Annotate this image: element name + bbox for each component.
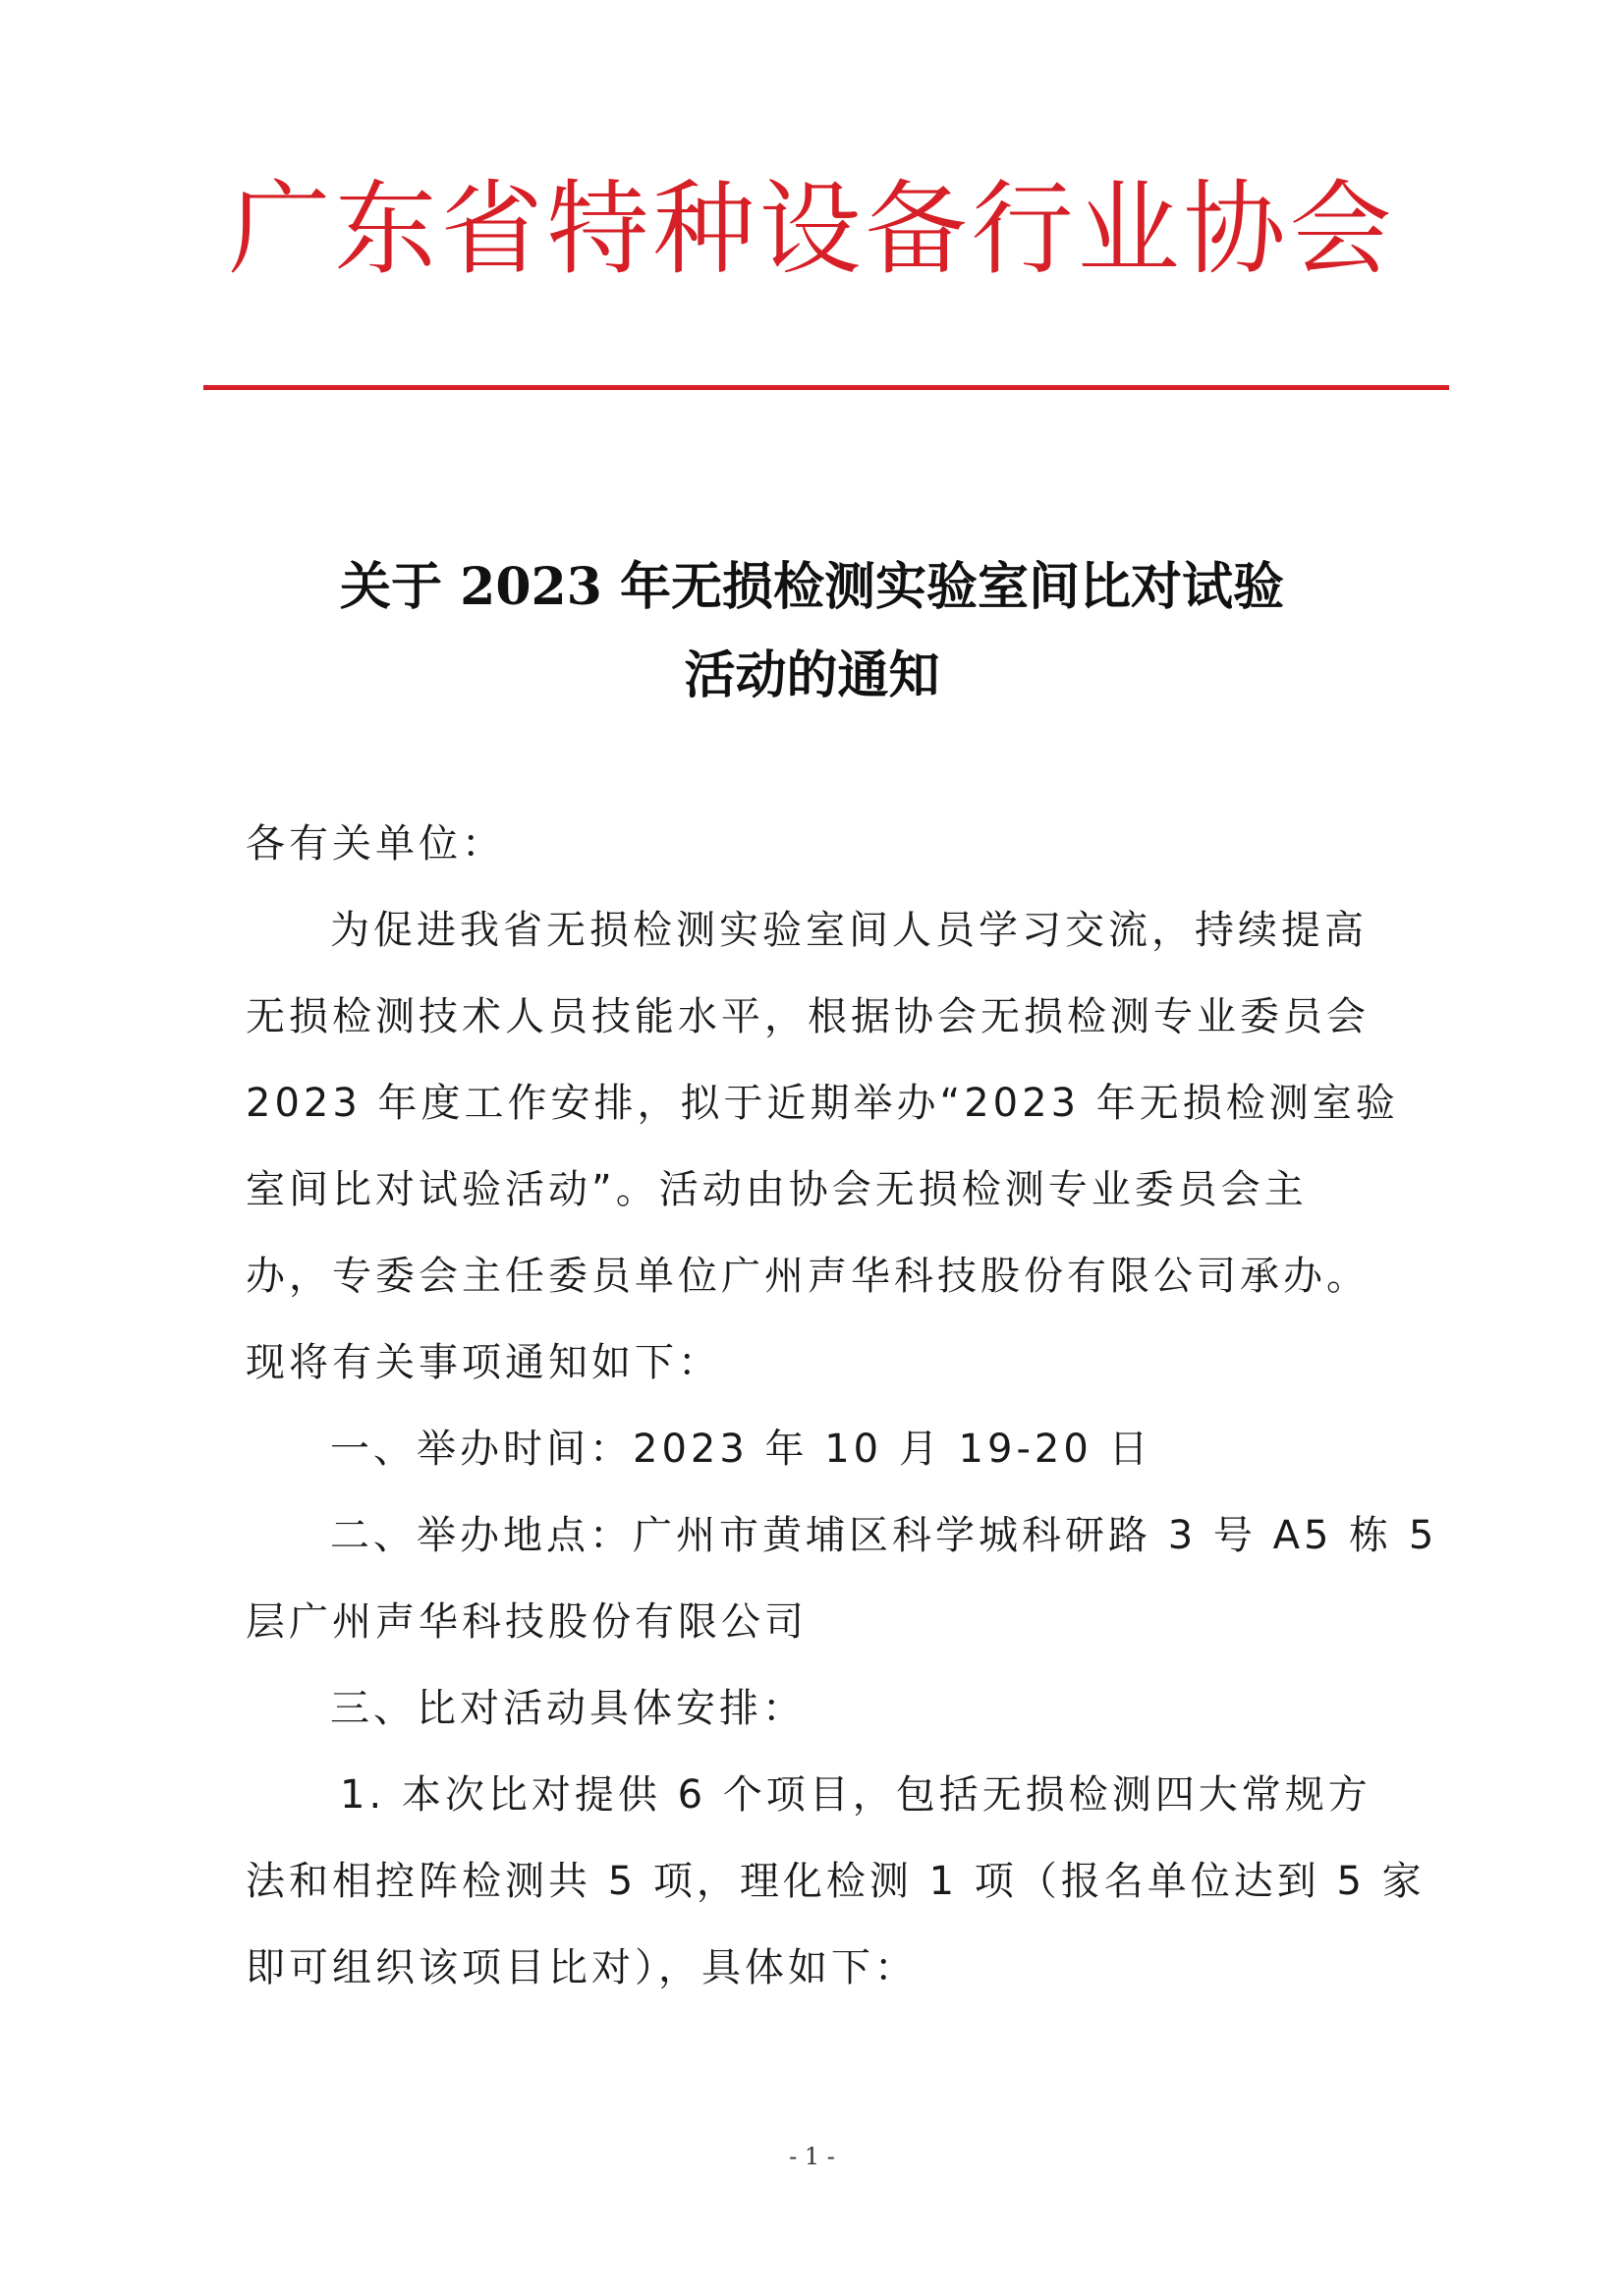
body-line: 室间比对试验活动”。活动由协会无损检测专业委员会主 [246, 1167, 1308, 1212]
item-location-cont: 层广州声华科技股份有限公司 [246, 1599, 808, 1645]
body-line: 办，专委会主任委员单位广州声华科技股份有限公司承办。 [246, 1254, 1370, 1299]
sub-item-line: 法和相控阵检测共 5 项，理化检测 1 项（报名单位达到 5 家 [246, 1859, 1426, 1904]
item-arrangement: 三、比对活动具体安排： [330, 1686, 806, 1731]
body-line: 无损检测技术人员技能水平，根据协会无损检测专业委员会 [246, 994, 1370, 1039]
body-line: 2023 年度工作安排，拟于近期举办“2023 年无损检测室验 [246, 1081, 1399, 1126]
sub-item-line: 即可组织该项目比对），具体如下： [246, 1945, 918, 1990]
salutation: 各有关单位： [246, 821, 505, 867]
page-number: - 1 - [789, 2143, 835, 2170]
item-time: 一、举办时间：2023 年 10 月 19-20 日 [330, 1427, 1152, 1472]
letterhead-org-name: 广东省特种设备行业协会 [228, 169, 1396, 289]
item-location: 二、举办地点：广州市黄埔区科学城科研路 3 号 A5 栋 5 [330, 1513, 1438, 1558]
body-line: 现将有关事项通知如下： [246, 1340, 721, 1385]
body-line: 为促进我省无损检测实验室间人员学习交流，持续提高 [330, 908, 1368, 953]
notice-title-line-2: 活动的通知 [684, 645, 940, 705]
notice-title-line-1: 关于 2023 年无损检测实验室间比对试验 [340, 557, 1284, 617]
sub-item-line: 1. 本次比对提供 6 个项目，包括无损检测四大常规方 [340, 1772, 1372, 1818]
letterhead-red-rule [203, 385, 1449, 390]
